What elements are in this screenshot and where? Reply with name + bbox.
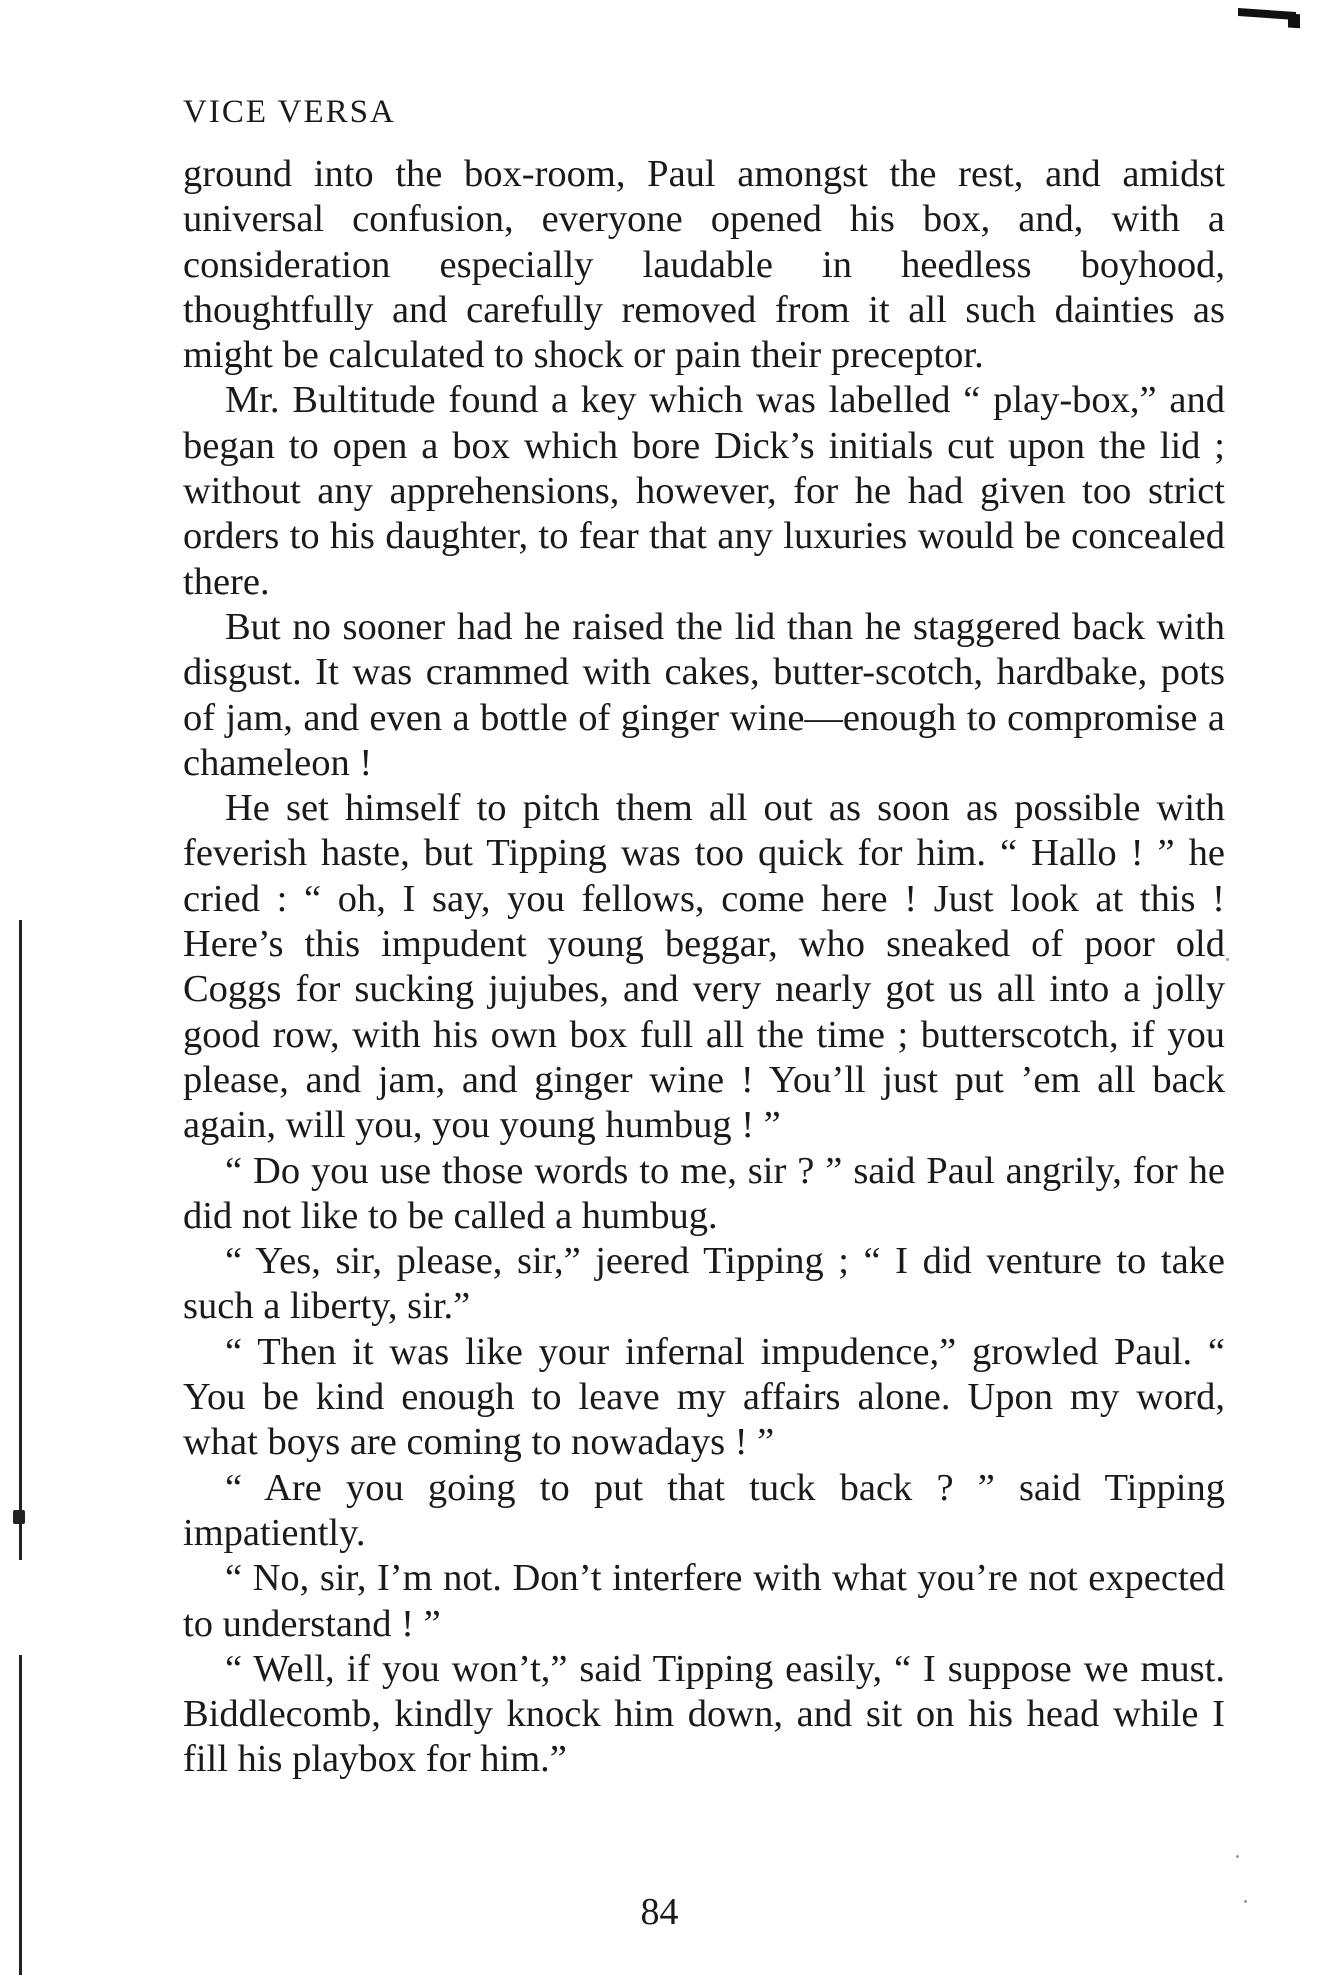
paragraph-2: Mr. Bultitude found a key which was labelled “ play-box,” and began to open a box which bore Dick’s initials cut upon the lid ; without any apprehensions, however, for he had given too strict orders to his daughter, to fear that any luxuries would be concealed there.: [183, 379, 1225, 603]
paragraph-1: ground into the box-room, Paul amongst the rest, and amidst universal confusion, everyone opened his box, and, with a consideration especially laudable in heedless boyhood, thoughtfully and carefully removed from it all such dainties as might be calculated to shock or pain their preceptor.: [183, 153, 1225, 377]
scan-speck: [1236, 1855, 1239, 1858]
page-number: 84: [640, 1891, 679, 1933]
paragraph-3: But no sooner had he raised the lid than he staggered back with disgust. It was crammed with cakes, butter-scotch, hardbake, pots of jam, and even a bottle of ginger wine—enough to compromise a chameleon !: [183, 605, 1225, 784]
paragraph-6: “ Yes, sir, please, sir,” jeered Tipping ; “ I did venture to take such a liberty, sir.”: [183, 1240, 1225, 1328]
binding-mark: [13, 1510, 25, 1524]
binding-shadow-line: [19, 920, 22, 1560]
paragraph-7: “ Then it was like your infernal impudence,” growled Paul. “ You be kind enough to leave my affairs alone. Upon my word, what boys are coming to nowadays ! ”: [183, 1330, 1225, 1464]
paragraph-8: “ Are you going to put that tuck back ? ” said Tipping impatiently.: [183, 1466, 1225, 1554]
paragraph-10: “ Well, if you won’t,” said Tipping easily, “ I suppose we must. Biddlecomb, kindly knock him down, and sit on his head while I fill his playbox for him.”: [183, 1647, 1225, 1781]
paragraph-5: “ Do you use those words to me, sir ? ” said Paul angrily, for he did not like to be called a humbug.: [183, 1149, 1225, 1237]
paragraph-9: “ No, sir, I’m not. Don’t interfere with what you’re not expected to understand ! ”: [183, 1557, 1225, 1645]
scan-speck: [1226, 958, 1229, 961]
paragraph-4: He set himself to pitch them all out as soon as possible with feverish haste, but Tipping was too quick for him. “ Hallo ! ” he cried : “ oh, I say, you fellows, come here ! Just look at this ! Here’s this impudent young beggar, who sneaked of poor old Coggs for sucking jujubes, and very nearly got us all into a jolly good row, with his own box full all the time ; butterscotch, if you please, and jam, and ginger wine ! You’ll just put ’em all back again, will you, you young humbug ! ”: [183, 787, 1225, 1147]
body-text: [183, 152, 1225, 1783]
scan-corner-mark: [1238, 8, 1296, 20]
running-head: VICE VERSA: [183, 94, 396, 130]
